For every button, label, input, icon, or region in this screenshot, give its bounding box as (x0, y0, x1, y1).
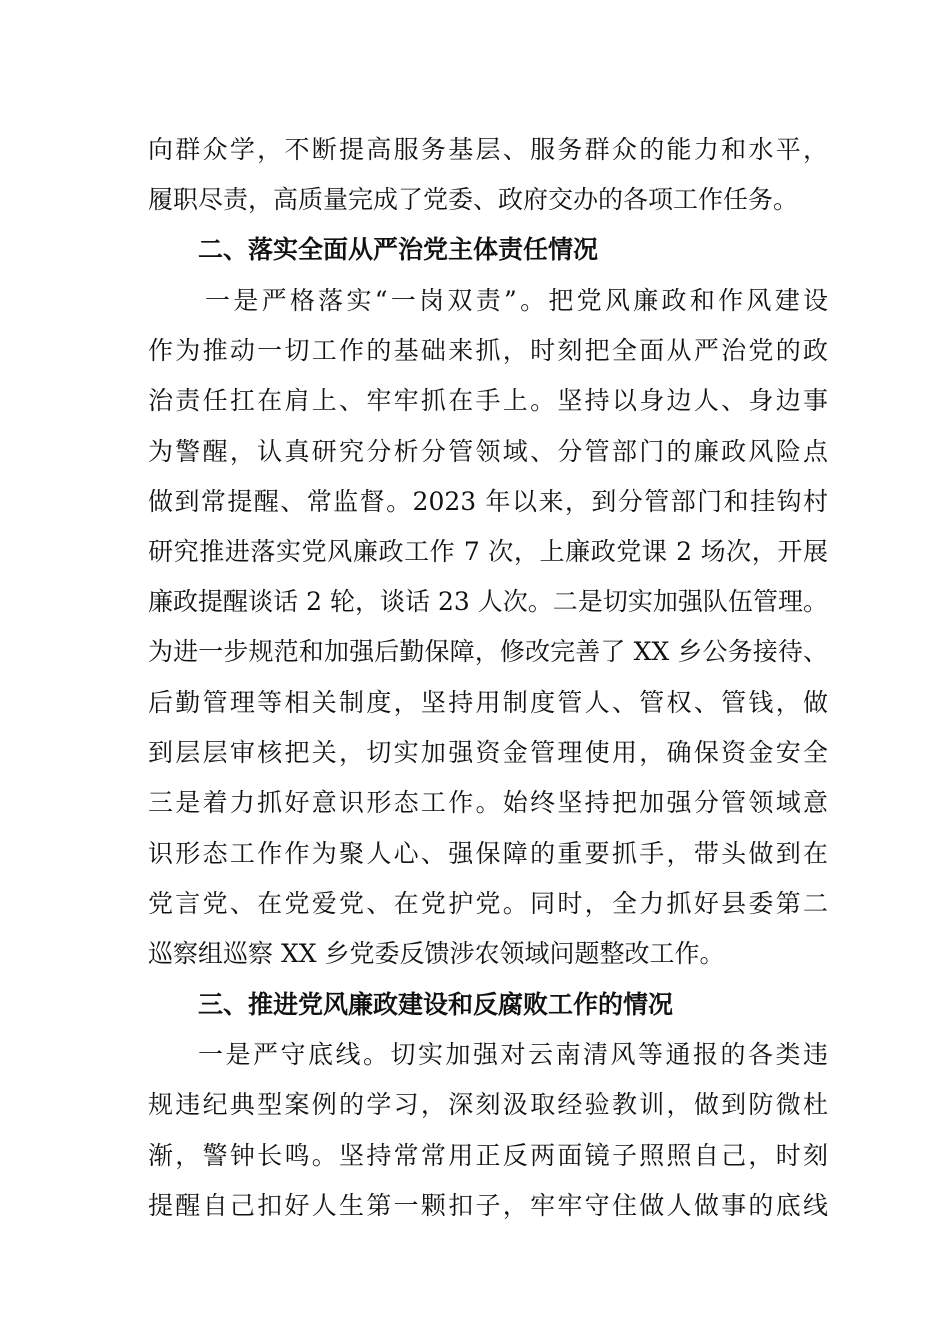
body-text-line: 后勤管理等相关制度，坚持用制度管人、管权、管钱，做 (148, 688, 828, 717)
body-text-line: 廉政提醒谈话 2 轮，谈话 23 人次。二是切实加强队伍管理。 (148, 587, 828, 616)
body-text-line: 一是严格落实“一岗双责”。把党风廉政和作风建设 (205, 286, 828, 315)
body-text-line: 到层层审核把关，切实加强资金管理使用，确保资金安全 (148, 738, 828, 767)
body-text-line: 识形态工作作为聚人心、强保障的重要抓手，带头做到在 (148, 839, 828, 868)
body-text-line: 作为推动一切工作的基础来抓，时刻把全面从严治党的政 (148, 336, 828, 365)
body-text-line: 履职尽责，高质量完成了党委、政府交办的各项工作任务。 (148, 185, 799, 214)
body-text-line: 三是着力抓好意识形态工作。始终坚持把加强分管领域意 (148, 788, 828, 817)
section-heading-3: 三、推进党风廉政建设和反腐败工作的情况 (198, 990, 674, 1019)
body-text-line: 提醒自己扣好人生第一颗扣子，牢牢守住做人做事的底线 (148, 1191, 828, 1220)
body-text-line: 为警醒，认真研究分析分管领域、分管部门的廉政风险点 (148, 437, 828, 466)
body-text-line: 规违纪典型案例的学习，深刻汲取经验教训，做到防微杜 (148, 1090, 828, 1119)
section-heading-2: 二、落实全面从严治党主体责任情况 (198, 235, 599, 264)
body-text-line: 治责任扛在肩上、牢牢抓在手上。坚持以身边人、身边事 (148, 386, 828, 415)
body-text-line: 党言党、在党爱党、在党护党。同时，全力抓好县委第二 (148, 889, 828, 918)
body-text-line: 巡察组巡察 XX 乡党委反馈涉农领域问题整改工作。 (148, 939, 725, 968)
body-text-line: 研究推进落实党风廉政工作 7 次，上廉政党课 2 场次，开展 (148, 537, 828, 566)
body-text-line: 一是严守底线。切实加强对云南清风等通报的各类违 (198, 1040, 828, 1069)
body-text-line: 向群众学，不断提高服务基层、服务群众的能力和水平， (148, 135, 828, 164)
body-text-line: 为进一步规范和加强后勤保障，修改完善了 XX 乡公务接待、 (148, 637, 828, 666)
body-text-line: 做到常提醒、常监督。2023 年以来，到分管部门和挂钩村 (148, 487, 828, 516)
body-text-line: 渐，警钟长鸣。坚持常常用正反两面镜子照照自己，时刻 (148, 1141, 828, 1170)
